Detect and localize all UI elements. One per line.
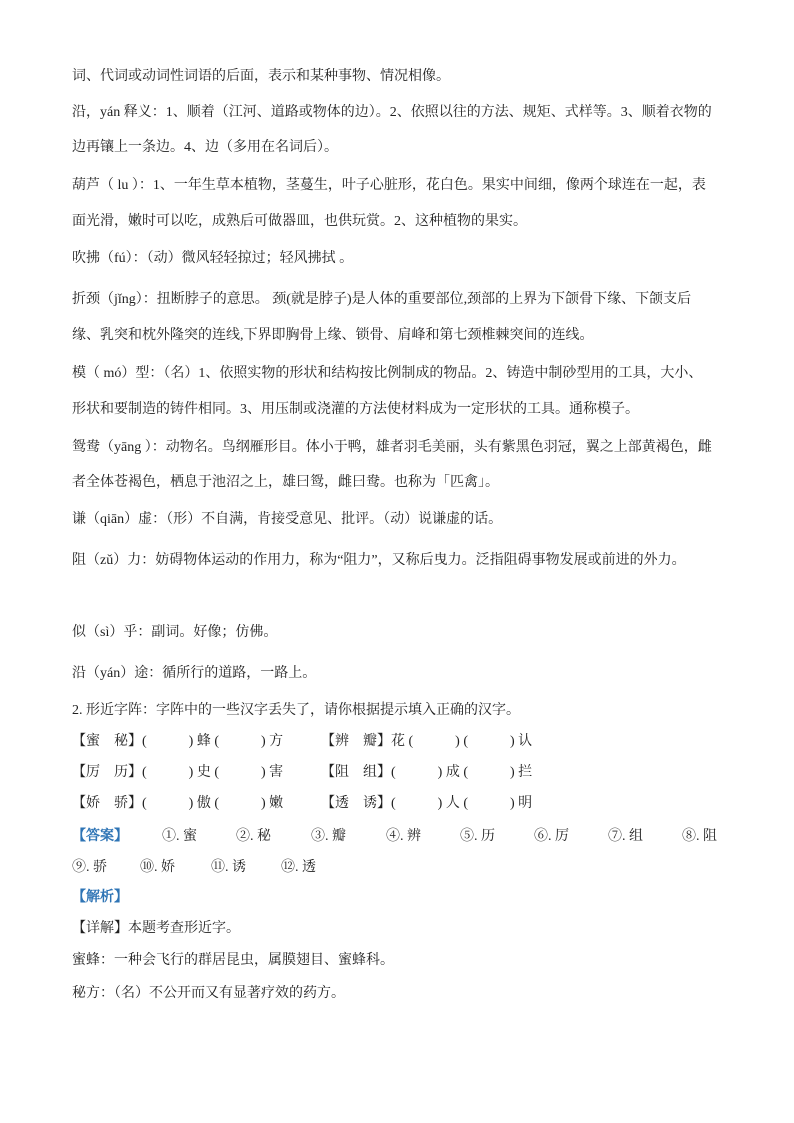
definition-line: 折颈（jǐng）：扭断脖子的意思。 颈(就是脖子)是人体的重要部位,颈部的上界为下颌骨下缘、下颌支后 [72, 292, 692, 307]
definition-line: 缘、乳突和枕外隆突的连线,下界即胸骨上缘、锁骨、肩峰和第七颈椎棘突间的连线。 [72, 328, 594, 343]
definition-line: 阻（zǔ）力：妨碍物体运动的作用力，称为“阻力”，又称后曳力。泛指阻碍事物发展或前进的外力。 [72, 553, 686, 568]
definition-line: 模（ mó）型：（名）1、依照实物的形状和结构按比例制成的物品。2、铸造中制砂型用的工具，大小、 [72, 366, 703, 381]
char-group-row: 【娇 骄】( ) 傲 ( ) 嫩 [72, 796, 284, 811]
answer-item: ⑧. 阻 [682, 829, 717, 844]
definition-line: 葫芦（ lu ）：1、一年生草本植物，茎蔓生，叶子心脏形，花白色。果实中间细，像两个球连在一起，表 [72, 178, 706, 193]
analysis-detail [72, 919, 240, 939]
definition-line: 沿（yán）途：循所行的道路，一路上。 [72, 666, 317, 681]
char-group-row: 【厉 历】( ) 史 ( ) 害 [72, 765, 284, 780]
definition-line: 边再镶上一条边。4、边（多用在名词后）。 [72, 140, 338, 155]
answer-item: ④. 辨 [386, 829, 421, 844]
char-group-row: 【透 诱】( ) 人 ( ) 明 [321, 796, 533, 811]
answer-item: ⑩. 娇 [140, 860, 175, 875]
detail-text: 本题考查形近字。 [128, 921, 240, 936]
detail-label: 【详解】 [72, 921, 128, 936]
answer-item: ⑫. 透 [281, 860, 316, 875]
answer-label: 【答案】 [72, 829, 128, 844]
answer-item: ⑨. 骄 [72, 860, 107, 875]
definition-line: 鸳鸯（yāng ）：动物名。鸟纲雁形目。体小于鸭，雄者羽毛美丽，头有紫黑色羽冠，翼之上部黄褐色，雌 [72, 440, 712, 455]
definition-line: 吹拂（fú）：（动）微风轻轻掠过；轻风拂拭 。 [72, 251, 354, 266]
answer-item: ①. 蜜 [162, 829, 197, 844]
answer-item: ⑤. 历 [460, 829, 495, 844]
answer-item: ⑥. 厉 [534, 829, 569, 844]
answer-item: ⑦. 组 [608, 829, 643, 844]
definition-line: 谦（qiān）虚：（形）不自满，肯接受意见、批评。（动）说谦虚的话。 [72, 512, 503, 527]
char-group-row: 【蜜 秘】( ) 蜂 ( ) 方 [72, 734, 284, 749]
definition-line: 形状和要制造的铸件相同。3、用压制或浇灌的方法使材料成为一定形状的工具。通称模子。 [72, 402, 639, 417]
char-group-row: 【阻 组】( ) 成 ( ) 拦 [321, 765, 533, 780]
definition-line: 面光滑，嫩时可以吃，成熟后可做器皿，也供玩赏。2、这种植物的果实。 [72, 214, 527, 229]
answer-item: ②. 秘 [236, 829, 271, 844]
analysis-note: 秘方：（名）不公开而又有显著疗效的药方。 [72, 986, 345, 1001]
answer-item: ③. 瓣 [311, 829, 346, 844]
definition-line: 词、代词或动词性词语的后面，表示和某种事物、情况相像。 [72, 69, 450, 84]
question-prompt: 2. 形近字阵：字阵中的一些汉字丢失了，请你根据提示填入正确的汉字。 [72, 703, 520, 718]
definition-line: 似（sì）乎：副词。好像；仿佛。 [72, 625, 278, 640]
answer-item: ⑪. 诱 [211, 860, 246, 875]
definition-line: 者全体苍褐色，栖息于池沼之上，雄曰鸳，雌曰鸯。也称为「匹禽」。 [72, 475, 499, 490]
definition-line: 沿，yán 释义：1、顺着（江河、道路或物体的边）。2、依照以往的方法、规矩、式样等。3、顺着衣物的 [72, 105, 712, 120]
char-group-row: 【辨 瓣】花 ( ) ( ) 认 [321, 734, 533, 749]
analysis-label: 【解析】 [72, 890, 128, 905]
analysis-note: 蜜蜂：一种会飞行的群居昆虫，属膜翅目、蜜蜂科。 [72, 953, 394, 968]
